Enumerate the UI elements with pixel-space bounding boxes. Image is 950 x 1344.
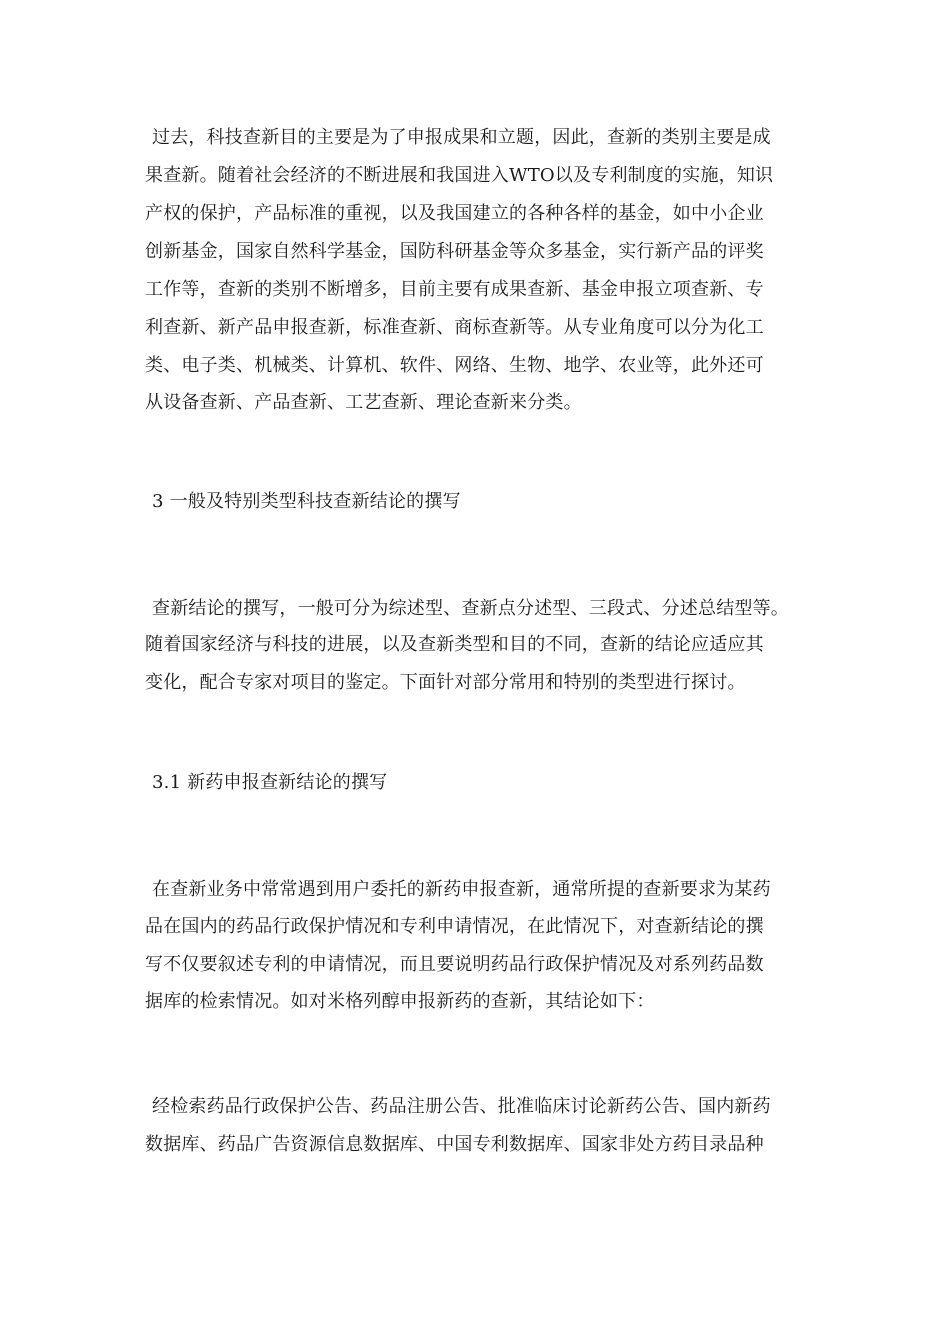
paragraph-4-line-2: 数据库、药品广告资源信息数据库、中国专利数据库、国家非处方药目录品种 <box>145 1134 764 1155</box>
paragraph-1-line-8: 从设备查新、产品查新、工艺查新、理论查新来分类。 <box>145 392 582 413</box>
paragraph-1-line-1: 过去，科技查新目的主要是为了申报成果和立题，因此，查新的类别主要是成 <box>152 127 771 148</box>
section-3-1-heading: 3.1 新药申报查新结论的撰写 <box>152 772 388 793</box>
section-3-heading: 3 一般及特别类型科技查新结论的撰写 <box>152 491 461 512</box>
paragraph-2-line-2: 随着国家经济与科技的进展，以及查新类型和目的不同，查新的结论应适应其 <box>145 634 764 655</box>
paragraph-1-line-3: 产权的保护，产品标准的重视，以及我国建立的各种各样的基金，如中小企业 <box>145 203 764 224</box>
paragraph-2-line-3: 变化，配合专家对项目的鉴定。下面针对部分常用和特别的类型进行探讨。 <box>145 672 746 693</box>
paragraph-3-line-4: 据库的检索情况。如对米格列醇申报新药的查新，其结论如下： <box>145 991 655 1012</box>
paragraph-3-line-1: 在查新业务中常常遇到用户委托的新药申报查新，通常所提的查新要求为某药 <box>152 879 771 900</box>
paragraph-1-line-6: 利查新、新产品申报查新，标准查新、商标查新等。从专业角度可以分为化工 <box>145 317 764 338</box>
paragraph-3-line-3: 写不仅要叙述专利的申请情况，而且要说明药品行政保护情况及对系列药品数 <box>145 954 764 975</box>
paragraph-1-line-7: 类、电子类、机械类、计算机、软件、网络、生物、地学、农业等，此外还可 <box>145 355 764 376</box>
paragraph-1-line-5: 工作等，查新的类别不断增多，目前主要有成果查新、基金申报立项查新、专 <box>145 279 764 300</box>
paragraph-1-line-2: 果查新。随着社会经济的不断进展和我国进入WTO以及专利制度的实施，知识 <box>145 165 774 186</box>
paragraph-4-line-1: 经检索药品行政保护公告、药品注册公告、批准临床讨论新药公告、国内新药 <box>152 1096 771 1117</box>
paragraph-3-line-2: 品在国内的药品行政保护情况和专利申请情况，在此情况下，对查新结论的撰 <box>145 916 764 937</box>
paragraph-1-line-4: 创新基金，国家自然科学基金，国防科研基金等众多基金，实行新产品的评奖 <box>145 241 764 262</box>
paragraph-2-line-1: 查新结论的撰写，一般可分为综述型、查新点分述型、三段式、分述总结型等。 <box>152 598 789 619</box>
